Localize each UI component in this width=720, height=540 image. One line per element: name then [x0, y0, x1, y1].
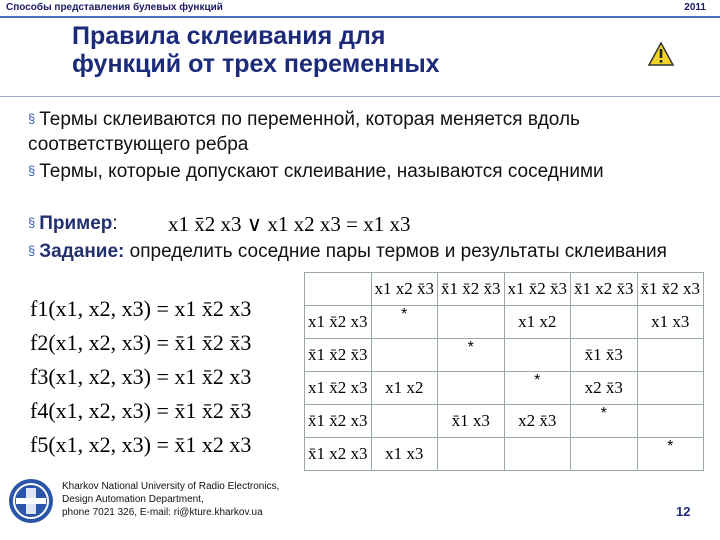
function-f4: f4(x1, x2, x3) = x̄1 x̄2 x̄3 — [30, 398, 252, 423]
row-header: x̄1 x2 x3 — [305, 438, 372, 471]
column-header: x̄1 x̄2 x̄3 — [438, 273, 505, 306]
table-row — [305, 405, 704, 438]
table-cell — [637, 405, 704, 438]
bullet-3-label: Пример — [39, 213, 113, 234]
bullet-1-text: Термы склеиваются по переменной, которая меняется вдоль соответствующего ребра — [28, 109, 580, 155]
table-cell — [571, 438, 638, 471]
table-header-row — [305, 273, 704, 306]
header-course-title: Способы представления булевых функций — [6, 2, 223, 13]
column-header: x̄1 x̄2 x3 — [637, 273, 704, 306]
slide-title-line-2: функций от трех переменных — [72, 50, 440, 78]
page-number: 12 — [676, 504, 691, 519]
table-cell: x̄1 x̄3 — [571, 339, 638, 372]
table-cell: x2 x̄3 — [571, 372, 638, 405]
bullet-2 — [28, 160, 698, 185]
column-header: x1 x2 x̄3 — [371, 273, 438, 306]
row-header: x̄1 x̄2 x̄3 — [305, 339, 372, 372]
neighbor-table — [304, 272, 704, 471]
bullet-marker-icon: § — [28, 111, 36, 126]
table-cell — [504, 438, 571, 471]
header-divider — [0, 16, 720, 18]
slide-title-line-1: Правила склеивания для — [72, 22, 386, 50]
bullet-4 — [28, 240, 668, 265]
table-cell: * — [637, 438, 704, 471]
table-cell — [571, 306, 638, 339]
table-row — [305, 306, 704, 339]
table-cell: * — [571, 405, 638, 438]
column-header: x1 x̄2 x̄3 — [504, 273, 571, 306]
table-cell — [438, 438, 505, 471]
row-header: x̄1 x̄2 x3 — [305, 405, 372, 438]
table-cell — [504, 339, 571, 372]
footer-contact — [62, 480, 279, 519]
table-cell: x1 x3 — [637, 306, 704, 339]
table-cell — [438, 306, 505, 339]
bullet-marker-icon: § — [28, 215, 36, 230]
footer-university: Kharkov National University of Radio Electronics, — [62, 481, 280, 492]
bullet-4-label: Задание: — [39, 241, 125, 262]
footer-phone-email: phone 7021 326, E-mail: ri@kture.kharkov.ua — [62, 507, 263, 518]
university-logo — [8, 478, 54, 524]
bullet-2-text: Термы, которые допускают склеивание, называются соседними — [39, 161, 604, 182]
bullet-1 — [28, 108, 698, 157]
table-cell: x1 x3 — [371, 438, 438, 471]
function-f3: f3(x1, x2, x3) = x1 x̄2 x3 — [30, 364, 252, 389]
table-cell — [637, 339, 704, 372]
column-header: x̄1 x2 x̄3 — [571, 273, 638, 306]
bullet-marker-icon: § — [28, 163, 36, 178]
header-year: 2011 — [684, 2, 706, 13]
bullet-3-colon: : — [112, 213, 118, 234]
function-f1: f1(x1, x2, x3) = x1 x̄2 x3 — [30, 296, 252, 321]
table-cell — [371, 339, 438, 372]
table-row — [305, 339, 704, 372]
table-cell — [438, 372, 505, 405]
table-cell: * — [504, 372, 571, 405]
footer-department: Design Automation Department, — [62, 494, 204, 505]
table-cell: x̄1 x3 — [438, 405, 505, 438]
table-cell: * — [371, 306, 438, 339]
row-header: x1 x̄2 x3 — [305, 306, 372, 339]
table-cell — [637, 372, 704, 405]
example-formula: x1 x̄2 x3 ∨ x1 x2 x3 = x1 x3 — [168, 212, 411, 236]
header-bar — [0, 0, 720, 16]
table-cell: x1 x2 — [371, 372, 438, 405]
bullet-4-text: определить соседние пары термов и результаты склеивания — [124, 241, 667, 262]
table-cell: x2 x̄3 — [504, 405, 571, 438]
table-row — [305, 438, 704, 471]
title-divider — [0, 96, 720, 97]
slide-title — [72, 22, 592, 78]
table-cell: x1 x2 — [504, 306, 571, 339]
table-cell — [371, 405, 438, 438]
function-f5: f5(x1, x2, x3) = x̄1 x2 x3 — [30, 432, 252, 457]
row-header: x1 x̄2 x3 — [305, 372, 372, 405]
function-f2: f2(x1, x2, x3) = x̄1 x̄2 x̄3 — [30, 330, 252, 355]
bullet-3 — [28, 212, 118, 237]
bullet-marker-icon: § — [28, 243, 36, 258]
table-row — [305, 372, 704, 405]
table-corner-cell — [305, 273, 372, 306]
warning-icon — [648, 42, 674, 66]
table-cell: * — [438, 339, 505, 372]
